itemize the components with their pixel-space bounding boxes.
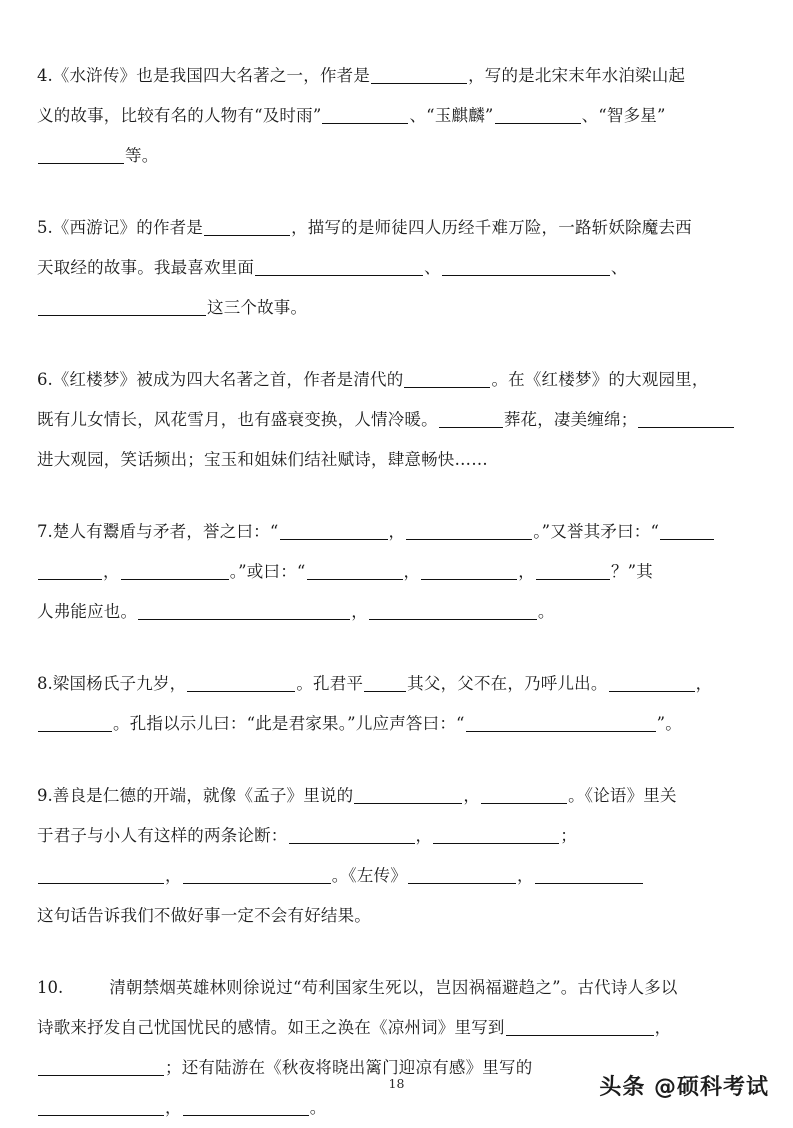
question-line <box>37 704 763 744</box>
question-line <box>37 136 763 176</box>
question-line <box>37 440 763 480</box>
answer-blank[interactable] <box>536 565 610 580</box>
question-number: 5. <box>37 218 53 237</box>
answer-blank[interactable] <box>354 789 462 804</box>
question-text: 、“智多星” <box>581 106 666 125</box>
question-line <box>37 664 763 704</box>
question-block <box>37 512 763 632</box>
answer-blank[interactable] <box>506 1021 654 1036</box>
answer-blank[interactable] <box>404 373 490 388</box>
answer-blank[interactable] <box>495 109 581 124</box>
answer-blank[interactable] <box>433 829 559 844</box>
question-line <box>37 360 763 400</box>
answer-blank[interactable] <box>371 69 467 84</box>
question-text: 。《论语》里关 <box>568 786 677 805</box>
question-text: 人弗能应也。 <box>37 602 138 621</box>
question-text: 。《左传》 <box>331 866 407 885</box>
answer-blank[interactable] <box>187 677 295 692</box>
question-text: 。 <box>537 602 555 621</box>
question-text: 义的故事，比较有名的人物有“及时雨” <box>37 106 322 125</box>
question-text: 天取经的故事。我最喜欢里面 <box>37 258 255 277</box>
question-text: ， <box>351 602 368 621</box>
question-text: ， <box>403 562 421 581</box>
question-text: 《西游记》的作者是 <box>52 218 204 237</box>
question-text: 梁国杨氏子九岁， <box>52 674 187 693</box>
question-text: 《红楼梦》被成为四大名著之首，作者是清代的 <box>52 370 404 389</box>
question-text: 诗歌来抒发自己忧国忧民的感情。如王之涣在《凉州词》里写到 <box>37 1018 505 1037</box>
question-text: 这三个故事。 <box>207 298 308 317</box>
answer-blank[interactable] <box>183 869 331 884</box>
question-number: 7. <box>37 522 53 541</box>
question-text: ？”其 <box>610 562 653 581</box>
answer-blank[interactable] <box>255 261 423 276</box>
question-line <box>37 552 763 592</box>
answer-blank[interactable] <box>204 221 290 236</box>
watermark-logo: 头条 @硕科考试 <box>599 1075 769 1100</box>
question-line <box>37 1008 763 1048</box>
answer-blank[interactable] <box>660 525 714 540</box>
question-text: ， <box>516 866 534 885</box>
question-text: ， <box>695 674 713 693</box>
question-block <box>37 360 763 480</box>
answer-blank[interactable] <box>609 677 695 692</box>
question-text: 清朝禁烟英雄林则徐说过“苟利国家生死以，岂因祸福避趋之”。古代诗人多以 <box>109 978 678 997</box>
question-line <box>37 816 763 856</box>
question-text: 。 <box>309 1098 327 1117</box>
question-text: 、 <box>610 258 628 277</box>
question-text: ，描写的是师徒四人历经千难万险，一路斩妖除魔去西 <box>291 218 692 237</box>
question-line <box>37 96 763 136</box>
question-number: 4. <box>37 66 53 85</box>
question-text: ， <box>388 522 406 541</box>
answer-blank[interactable] <box>38 301 206 316</box>
answer-blank[interactable] <box>481 789 567 804</box>
question-text: ”。 <box>656 714 682 733</box>
question-line <box>37 856 763 896</box>
question-text: ， <box>463 786 481 805</box>
question-text: 既有儿女情长，风花雪月，也有盛衰变换，人情冷暖。 <box>37 410 438 429</box>
answer-blank[interactable] <box>364 677 406 692</box>
question-line <box>37 208 763 248</box>
answer-blank[interactable] <box>535 869 643 884</box>
question-text: 、 <box>424 258 441 277</box>
answer-blank[interactable] <box>38 869 164 884</box>
question-number: 10. <box>37 978 64 997</box>
question-text: ， <box>415 826 433 845</box>
question-block <box>37 56 763 176</box>
question-line <box>37 288 763 328</box>
page-footer <box>0 1068 793 1108</box>
answer-blank[interactable] <box>638 413 734 428</box>
question-line <box>37 896 763 936</box>
answer-blank[interactable] <box>121 565 229 580</box>
question-text: 等。 <box>125 146 159 165</box>
question-number: 6. <box>37 370 53 389</box>
question-text: 于君子与小人有这样的两条论断： <box>37 826 288 845</box>
question-text: 这句话告诉我们不做好事一定不会有好结果。 <box>37 906 371 925</box>
question-block <box>37 776 763 936</box>
question-line <box>37 400 763 440</box>
answer-blank[interactable] <box>439 413 503 428</box>
question-line <box>37 592 763 632</box>
question-text: ， <box>103 562 120 581</box>
question-block <box>37 664 763 744</box>
question-text: ，写的是北宋末年水泊梁山起 <box>468 66 686 85</box>
question-line <box>37 968 763 1008</box>
question-text: ， <box>165 1098 182 1117</box>
answer-blank[interactable] <box>406 525 532 540</box>
question-text: 《水浒传》也是我国四大名著之一，作者是 <box>52 66 371 85</box>
question-text: 善良是仁德的开端，就像《孟子》里说的 <box>52 786 354 805</box>
answer-blank[interactable] <box>466 717 656 732</box>
question-line <box>37 56 763 96</box>
question-block <box>37 208 763 328</box>
question-text: ， <box>654 1018 672 1037</box>
answer-blank[interactable] <box>38 565 102 580</box>
question-text: 楚人有鬻盾与矛者，誉之曰：“ <box>52 522 279 541</box>
question-number: 8. <box>37 674 53 693</box>
question-line <box>37 512 763 552</box>
question-text: 。在《红楼梦》的大观园里， <box>491 370 709 389</box>
question-text: 葬花，凄美缠绵； <box>503 410 638 429</box>
answer-blank[interactable] <box>421 565 517 580</box>
question-text: ； <box>560 826 577 845</box>
question-text: 进大观园，笑话频出；宝玉和姐妹们结社赋诗，肆意畅快…… <box>37 450 488 469</box>
question-text: 。”又誉其矛曰：“ <box>533 522 660 541</box>
answer-blank[interactable] <box>138 605 350 620</box>
question-text: 。孔君平 <box>296 674 364 693</box>
answer-blank[interactable] <box>289 829 415 844</box>
question-line <box>37 776 763 816</box>
question-line <box>37 248 763 288</box>
answer-blank[interactable] <box>369 605 537 620</box>
question-text: 其父，父不在，乃呼儿出。 <box>407 674 608 693</box>
question-text: 、“玉麒麟” <box>409 106 494 125</box>
answer-blank[interactable] <box>442 261 610 276</box>
page-number: 18 <box>388 1076 405 1091</box>
answer-blank[interactable] <box>38 717 112 732</box>
answer-blank[interactable] <box>322 109 408 124</box>
answer-blank[interactable] <box>280 525 388 540</box>
question-text: ， <box>165 866 182 885</box>
question-text: 。”或曰：“ <box>229 562 306 581</box>
question-text: ， <box>518 562 535 581</box>
question-text: 。孔指以示儿曰：“此是君家果。”儿应声答曰：“ <box>113 714 465 733</box>
question-text: ；还有陆游在《秋夜将晓出篱门迎凉有感》里写的 <box>165 1058 533 1077</box>
question-number: 9. <box>37 786 53 805</box>
question-list <box>37 56 763 1128</box>
answer-blank[interactable] <box>307 565 403 580</box>
answer-blank[interactable] <box>408 869 516 884</box>
answer-blank[interactable] <box>38 149 124 164</box>
